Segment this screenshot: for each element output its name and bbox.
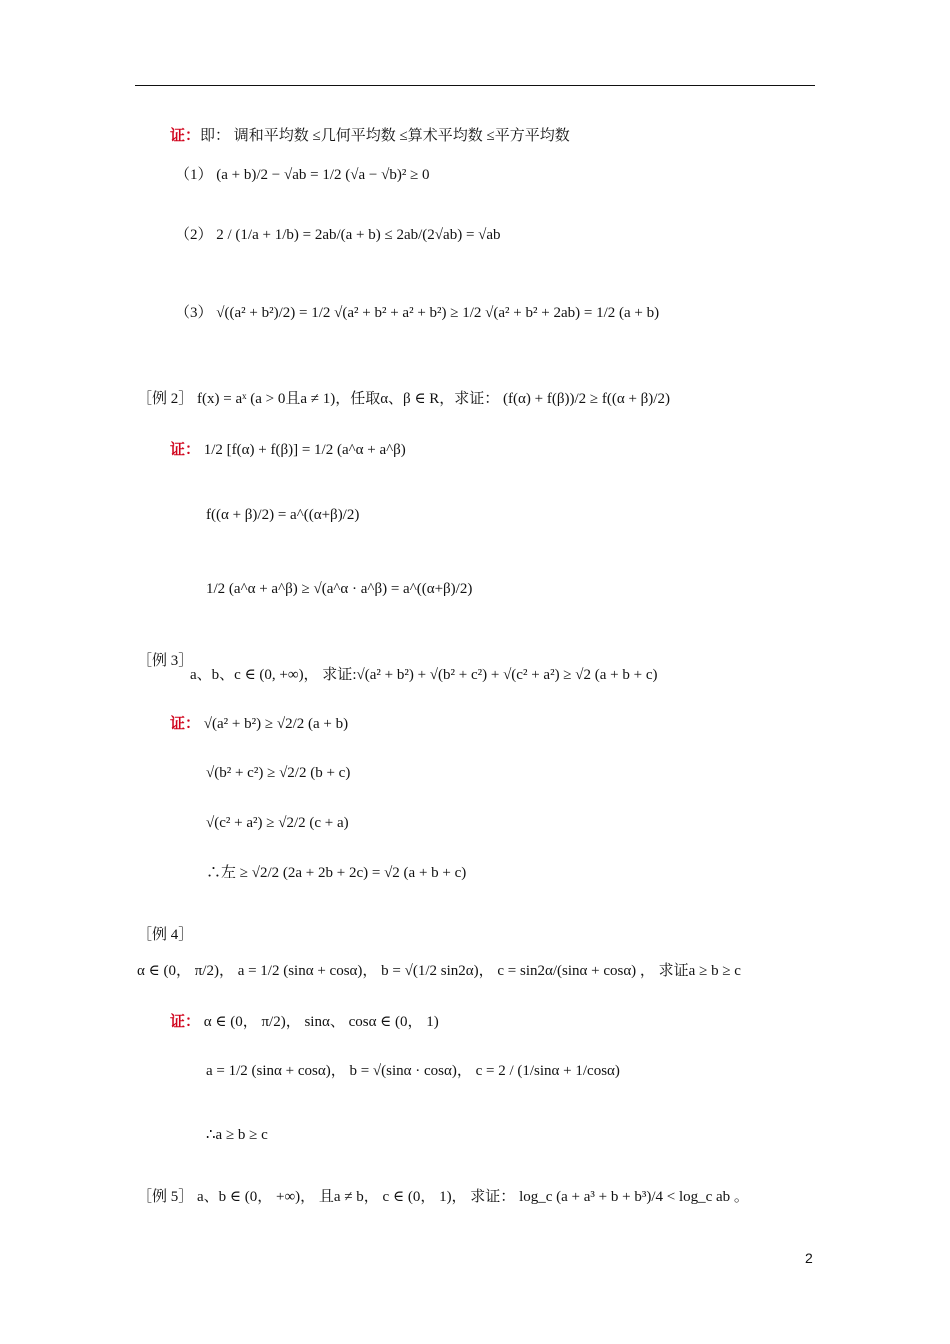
proof-text: α ∈ (0， π/2)， sinα、 cosα ∈ (0， 1) (203, 1014, 439, 1030)
example-2-statement: f(x) = aˣ (a > 0且a ≠ 1)，任取α、β ∈ R，求证： (f(α) + f(β))/2 ≥ f((α + β)/2) (197, 391, 670, 407)
example-3-proof-line-1 (170, 714, 348, 733)
example-2-label: ［例 2］ (137, 391, 194, 407)
example-2-proof-line-1 (170, 440, 406, 459)
example-4-proof-line-3: ∴a ≥ b ≥ c (206, 1127, 268, 1143)
proof-text: 1/2 [f(α) + f(β)] = 1/2 (a^α + a^β) (203, 442, 406, 458)
example-3-proof-line-3: √(c² + a²) ≥ √2/2 (c + a) (206, 815, 349, 831)
proof-intro (170, 126, 570, 145)
example-5-header (137, 1188, 749, 1206)
example-4-statement: α ∈ (0， π/2)， a = 1/2 (sinα + cosα)， b = √(1/2 sin2α)， c = sin2α/(sinα + cosα) ， 求证a ≥ b ≥ c (137, 963, 741, 979)
proof-text: √(a² + b²) ≥ √2/2 (a + b) (203, 716, 349, 732)
example-2-proof-line-2: f((α + β)/2) = a^((α+β)/2) (206, 507, 360, 523)
lemma-line-1: （1） (a + b)/2 − √ab = 1/2 (√a − √b)² ≥ 0 (175, 167, 430, 183)
intro-text: 即： 调和平均数 ≤几何平均数 ≤算术平均数 ≤平方平均数 (200, 128, 570, 144)
lemma-line-2: （2） 2 / (1/a + 1/b) = 2ab/(a + b) ≤ 2ab/(2√ab) = √ab (175, 227, 501, 243)
proof-label: 证： (170, 714, 201, 732)
proof-label: 证： (170, 440, 201, 458)
example-2-header (137, 390, 670, 408)
example-4-proof-line-2: a = 1/2 (sinα + cosα)， b = √(sinα · cosα)， c = 2 / (1/sinα + 1/cosα) (206, 1063, 620, 1079)
proof-label: 证： (170, 1012, 201, 1030)
example-4-label: ［例 4］ (137, 927, 194, 943)
example-2-proof-line-3: 1/2 (a^α + a^β) ≥ √(a^α · a^β) = a^((α+β)/2) (206, 581, 473, 597)
example-5-statement: a、b ∈ (0， +∞)， 且a ≠ b， c ∈ (0， 1)， 求证： log_c (a + a³ + b + b³)/4 < log_c ab 。 (197, 1189, 749, 1205)
example-5-label: ［例 5］ (137, 1189, 194, 1205)
header-rule (135, 85, 815, 86)
lemma-line-3: （3） √((a² + b²)/2) = 1/2 √(a² + b² + a² + b²) ≥ 1/2 √(a² + b² + 2ab) = 1/2 (a + b) (175, 305, 660, 321)
example-3-label: ［例 3］ (137, 653, 194, 669)
page-number: 2 (805, 1250, 813, 1266)
proof-label: 证： (170, 126, 201, 144)
example-3-statement: a、b、c ∈ (0, +∞)， 求证:√(a² + b²) + √(b² + c²) + √(c² + a²) ≥ √2 (a + b + c) (190, 667, 658, 683)
example-3-proof-line-2: √(b² + c²) ≥ √2/2 (b + c) (206, 765, 351, 781)
example-4-proof-line-1 (170, 1012, 439, 1031)
example-3-proof-line-4: ∴左 ≥ √2/2 (2a + 2b + 2c) = √2 (a + b + c) (206, 865, 467, 881)
